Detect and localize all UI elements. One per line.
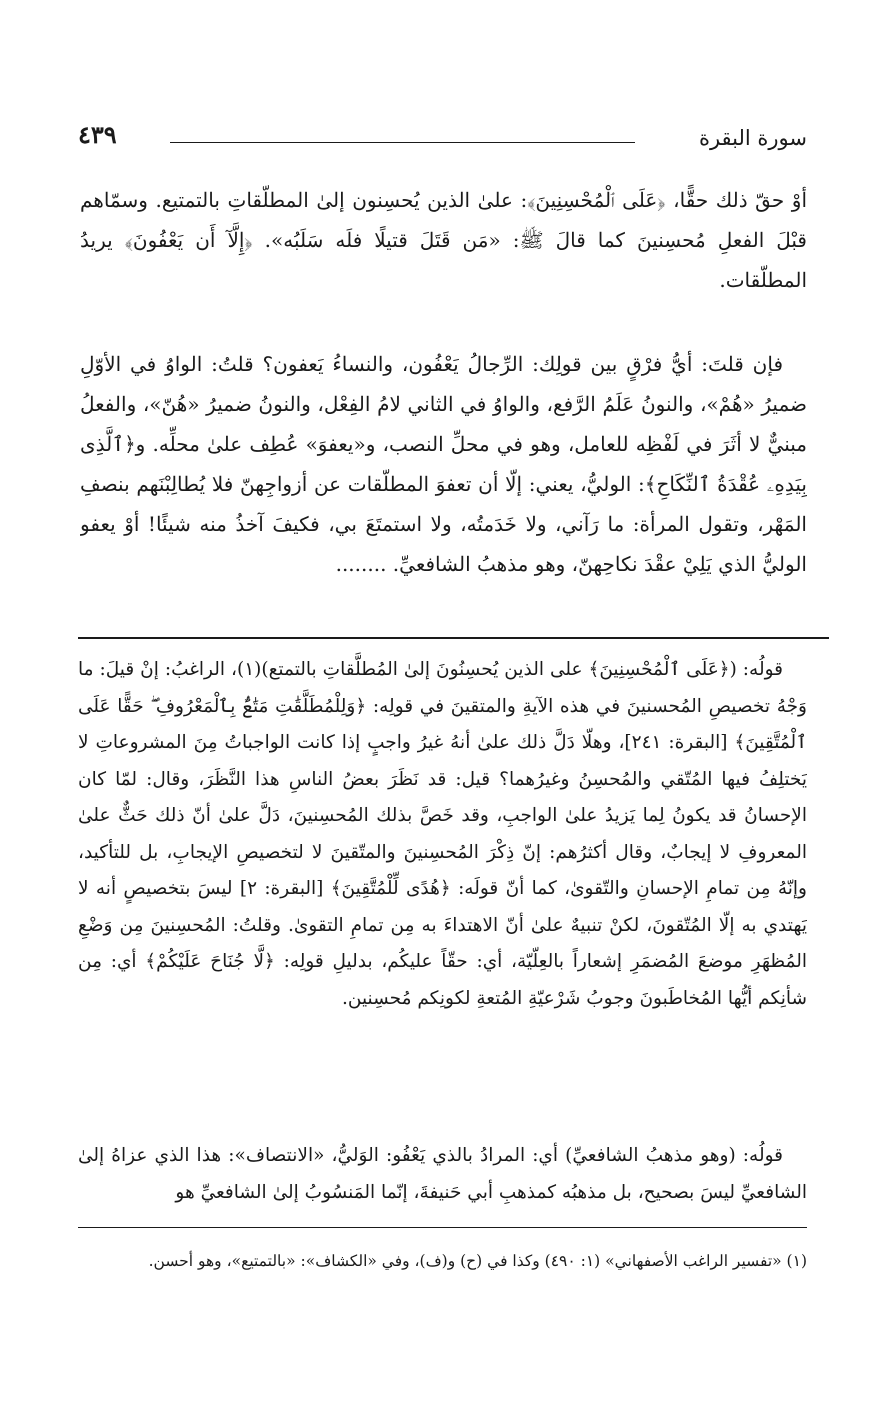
main-paragraph-2: فإن قلتَ: أيُّ فرْقٍ بين قولِك: الرِّجالُ يَعْفُون، والنساءُ يَعفون؟ قلتُ: الواوُ في الأوّلِ ضميرُ «هُمْ»، والنونُ عَلَمُ الرَّفع، والواوُ في الثاني لامُ الفِعْل، والنونُ ضميرُ «هُنّ»، والفعلُ مبنيٌّ لا أثَرَ في لَفْظِه للعامل، وهو في محلِّ النصب، و«يعفوَ» عُطِف علىٰ محلِّه. و﴿ٱلَّذِى بِيَدِهِۦ عُقْدَةُ ٱلنِّكَاحِ﴾: الوليُّ، يعني: إلّا أن تعفوَ المطلّقات عن أزواجِهنّ فلا يُطالِبْنَهم بنصفِ المَهْر، وتقول المرأة: ما رَآني، ولا خَدَمتُه، ولا استمتَعَ بي، فكيفَ آخذُ منه شيئًا! أوْ يعفو الوليُّ الذي يَلِيْ عقْدَ نكاحِهنّ، وهو مذهبُ الشافعيِّ. ........ <box>80 352 807 576</box>
commentary-text <box>78 652 807 1210</box>
header-rule <box>170 142 635 143</box>
page-number: ٤٣٩ <box>78 120 117 149</box>
main-text <box>80 180 807 644</box>
surah-title: سورة البقرة <box>698 126 807 150</box>
section-separator <box>78 637 829 639</box>
running-header <box>78 118 807 158</box>
main-paragraph-1: أوْ حقّ ذلك حقًّا، ﴿عَلَى ٱلْمُحْسِنِينَ﴾: علىٰ الذين يُحسِنون إلىٰ المطلّقاتِ بالتمتيع. وسمّاهم قبْلَ الفعلِ مُحسِنينَ كما قالَ ﷺ: «مَن قَتَلَ قتيلًا فلَه سَلَبُه». ﴿إِلَّآ أَن يَعْفُونَ﴾ يريدُ المطلّقات. <box>80 188 807 292</box>
footnote <box>78 1248 807 1274</box>
footnote-text: (١) «تفسير الراغب الأصفهاني» (١: ٤٩٠) وكذا في (ح) و(ف)، وفي «الكشاف»: «بالتمتيع»، وهو أحسن. <box>148 1252 807 1270</box>
footnote-rule <box>78 1227 807 1228</box>
commentary-paragraph-1: قولُه: (﴿عَلَى ٱلْمُحْسِنِينَ﴾ على الذين يُحسِنُونَ إلىٰ المُطلَّقاتِ بالتمتع)(١)، الراغبُ: إنْ قيلَ: ما وَجْهُ تخصيصِ المُحسنينَ في هذه الآيةِ والمتقينَ في قولِه: ﴿وَلِلْمُطَلَّقَٰتِ مَتَٰعٌۢ بِٱلْمَعْرُوفِ ۖ حَقًّا عَلَى ٱلْمُتَّقِينَ﴾ [البقرة: ٢٤١]، وهلّا دَلَّ ذلك علىٰ أنهُ غيرُ واجبٍ إذا كانت الواجباتُ مِنَ المشروعاتِ لا يَختلِفُ فيها المُتّقي والمُحسِنُ وغيرُهما؟ قيل: قد نَظَرَ بعضُ الناسِ هذا النَّظَرَ، وقال: لمّا كان الإحسانُ قد يكونُ لِما يَزيدُ علىٰ الواجبِ، وقد خَصَّ بذلك المُحسِنينَ، دَلَّ علىٰ أنّ ذلك حَثٌّ علىٰ المعروفِ لا إيجابٌ، وقال أكثرُهم: إنّ ذِكْرَ المُحسِنينَ والمتّقينَ لا لتخصيصِ الإيجابِ، بل للتأكيد، وإنّهُ مِن تمامِ الإحسانِ والتّقوىٰ، كما أنّ قولَه: ﴿هُدًى لِّلْمُتَّقِينَ﴾ [البقرة: ٢] ليسَ بتخصيصٍ أنه لا يَهتدي به إلّا المُتّقونَ، لكنْ تنبيهٌ علىٰ أنّ الاهتداءَ به مِن تمامِ التقوىٰ. وقلتُ: المُحسِنينَ مِن وَضْعِ المُظهَرِ موضعَ المُضمَرِ إشعاراً بالعِلّيّة، أي: حقّاً عليكُم، بدليلِ قولِه: ﴿لَّا جُنَاحَ عَلَيْكُمْ﴾ أي: مِن شأنِكم أيُّها المُخاطَبونَ وجوبُ شَرْعيّةِ المُتعةِ لكونِكم مُحسِنين. <box>78 659 807 1009</box>
commentary-paragraph-2: قولُه: (وهو مذهبُ الشافعيِّ) أي: المرادُ بالذي يَعْفُو: الوَليُّ، «الانتصاف»: هذا الذي عزاهُ إلىٰ الشافعيِّ ليسَ بصحيح، بل مذهبُه كمذهبِ أبي حَنيفةَ، إنّما المَنسُوبُ إلىٰ الشافعيِّ هو <box>78 1145 807 1203</box>
